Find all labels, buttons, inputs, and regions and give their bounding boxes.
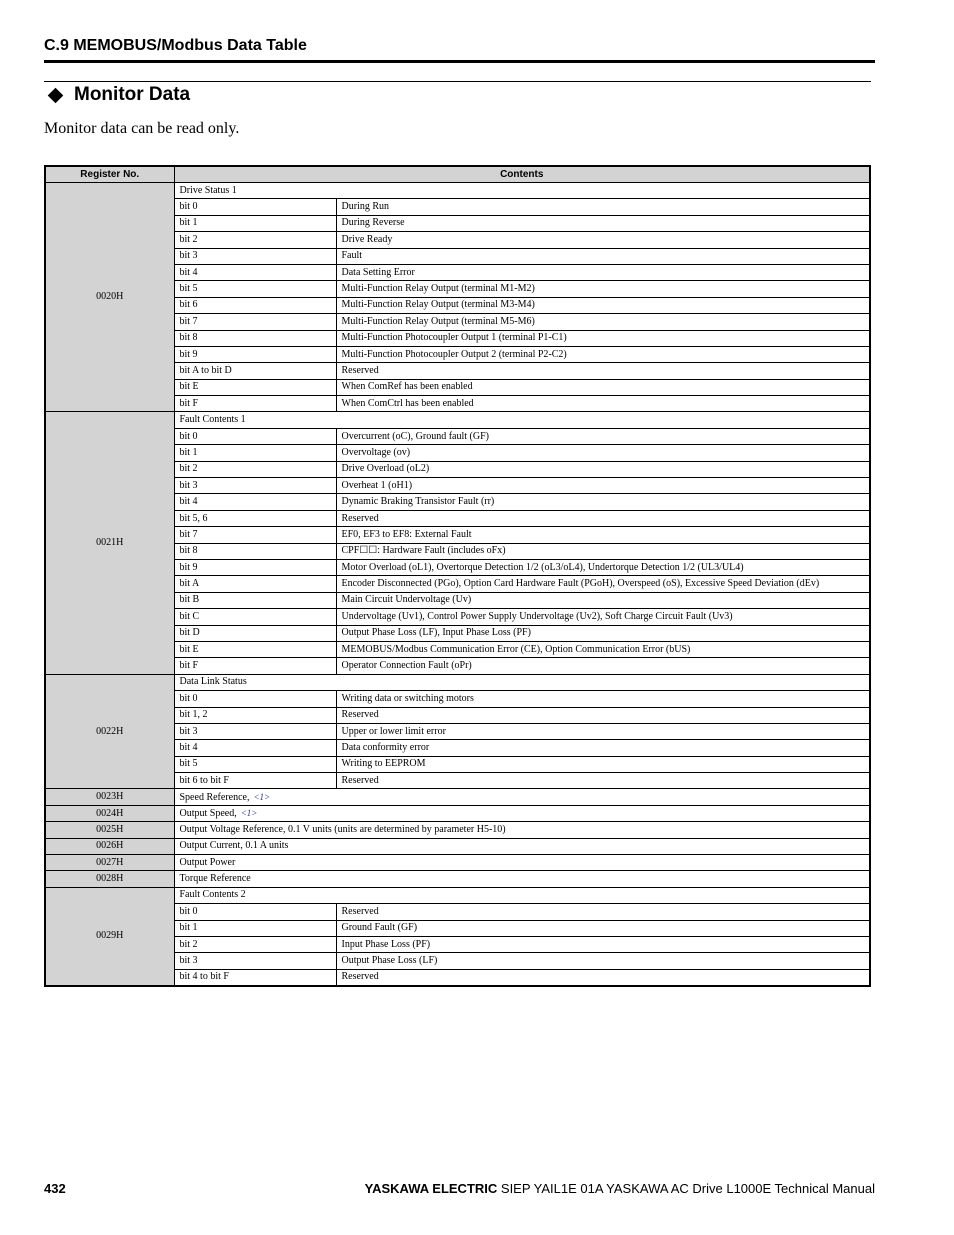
bit-description: Reserved <box>336 904 870 920</box>
register-number: 0022H <box>45 674 174 789</box>
bit-label: bit A to bit D <box>174 363 336 379</box>
bit-description: Reserved <box>336 363 870 379</box>
monitor-data-table <box>44 165 871 987</box>
page-title-text: Monitor Data <box>74 84 191 105</box>
bit-description: Overheat 1 (oH1) <box>336 478 870 494</box>
table-row <box>45 789 870 805</box>
bit-label: bit 1 <box>174 215 336 231</box>
footnote-link[interactable]: <1> <box>240 808 258 819</box>
bit-label: bit 5 <box>174 756 336 772</box>
bit-description: Operator Connection Fault (oPr) <box>336 658 870 674</box>
title-rule <box>44 81 871 82</box>
table-row <box>45 871 870 887</box>
register-contents <box>174 805 870 821</box>
col-header-contents: Contents <box>174 166 870 183</box>
table-header-row <box>45 166 870 183</box>
bit-description: Reserved <box>336 510 870 526</box>
table-row <box>45 183 870 199</box>
bit-label: bit A <box>174 576 336 592</box>
bit-description: During Run <box>336 199 870 215</box>
table-row <box>45 838 870 854</box>
bit-description: Overcurrent (oC), Ground fault (GF) <box>336 428 870 444</box>
bit-description: Multi-Function Relay Output (terminal M5-M6) <box>336 314 870 330</box>
register-contents <box>174 838 870 854</box>
register-contents <box>174 855 870 871</box>
bit-description: Multi-Function Photocoupler Output 2 (terminal P2-C2) <box>336 346 870 362</box>
bit-description: Encoder Disconnected (PGo), Option Card Hardware Fault (PGoH), Overspeed (oS), Excessive Speed Deviation (dEv) <box>336 576 870 592</box>
bit-label: bit F <box>174 396 336 412</box>
table-row <box>45 855 870 871</box>
bit-label: bit 3 <box>174 953 336 969</box>
bit-description: Writing to EEPROM <box>336 756 870 772</box>
bit-label: bit E <box>174 641 336 657</box>
bit-description: Main Circuit Undervoltage (Uv) <box>336 592 870 608</box>
register-number: 0027H <box>45 855 174 871</box>
bit-label: bit F <box>174 658 336 674</box>
bit-label: bit 2 <box>174 461 336 477</box>
bit-label: bit 2 <box>174 936 336 952</box>
register-number: 0026H <box>45 838 174 854</box>
register-contents-text: Torque Reference <box>179 873 251 885</box>
register-contents <box>174 822 870 838</box>
bit-label: bit 8 <box>174 543 336 559</box>
group-title: Fault Contents 1 <box>174 412 870 428</box>
bit-label: bit 6 to bit F <box>174 773 336 789</box>
bit-label: bit 0 <box>174 199 336 215</box>
bit-description: EF0, EF3 to EF8: External Fault <box>336 527 870 543</box>
table-row <box>45 412 870 428</box>
group-title: Drive Status 1 <box>174 183 870 199</box>
bit-label: bit 9 <box>174 559 336 575</box>
bit-label: bit 1 <box>174 920 336 936</box>
bit-label: bit 4 <box>174 740 336 756</box>
bit-description: Input Phase Loss (PF) <box>336 936 870 952</box>
bit-description: Reserved <box>336 707 870 723</box>
bit-description: Output Phase Loss (LF) <box>336 953 870 969</box>
bit-description: Fault <box>336 248 870 264</box>
bit-description: MEMOBUS/Modbus Communication Error (CE), Option Communication Error (bUS) <box>336 641 870 657</box>
diamond-bullet-icon <box>48 87 64 103</box>
register-contents-text: Output Voltage Reference, 0.1 V units (units are determined by parameter H5-10) <box>179 823 506 835</box>
bit-description: Motor Overload (oL1), Overtorque Detection 1/2 (oL3/oL4), Undertorque Detection 1/2 (UL3/UL4) <box>336 559 870 575</box>
bit-label: bit 5, 6 <box>174 510 336 526</box>
section-header: C.9 MEMOBUS/Modbus Data Table <box>44 37 307 54</box>
bit-description: Output Phase Loss (LF), Input Phase Loss (PF) <box>336 625 870 641</box>
register-contents-text: Output Current, 0.1 A units <box>179 840 289 852</box>
bit-description: Writing data or switching motors <box>336 691 870 707</box>
register-number: 0021H <box>45 412 174 674</box>
table-row <box>45 887 870 903</box>
bit-label: bit D <box>174 625 336 641</box>
register-contents-text: Speed Reference, <box>179 791 250 803</box>
register-contents <box>174 871 870 887</box>
page-number: 432 <box>44 1181 66 1196</box>
bit-label: bit 8 <box>174 330 336 346</box>
bit-description: Upper or lower limit error <box>336 723 870 739</box>
footnote-link[interactable]: <1> <box>253 791 271 802</box>
bit-label: bit 0 <box>174 904 336 920</box>
bit-description: Reserved <box>336 969 870 986</box>
register-number: 0029H <box>45 887 174 986</box>
table-row <box>45 822 870 838</box>
bit-description: Ground Fault (GF) <box>336 920 870 936</box>
bit-description: Undervoltage (Uv1), Control Power Supply Undervoltage (Uv2), Soft Charge Circuit Fault (Uv3) <box>336 609 870 625</box>
bit-description: Dynamic Braking Transistor Fault (rr) <box>336 494 870 510</box>
bit-description: When ComCtrl has been enabled <box>336 396 870 412</box>
header-rule <box>44 60 875 63</box>
bit-label: bit 0 <box>174 691 336 707</box>
register-number: 0024H <box>45 805 174 821</box>
bit-description: Multi-Function Relay Output (terminal M3-M4) <box>336 297 870 313</box>
register-number: 0028H <box>45 871 174 887</box>
bit-description: Multi-Function Relay Output (terminal M1-M2) <box>336 281 870 297</box>
bit-label: bit 4 to bit F <box>174 969 336 986</box>
bit-label: bit 3 <box>174 478 336 494</box>
table-row <box>45 805 870 821</box>
bit-label: bit 6 <box>174 297 336 313</box>
bit-label: bit 4 <box>174 494 336 510</box>
bit-label: bit 4 <box>174 264 336 280</box>
bit-description: Multi-Function Photocoupler Output 1 (terminal P1-C1) <box>336 330 870 346</box>
bit-label: bit E <box>174 379 336 395</box>
footer-manual-title <box>365 1181 875 1196</box>
register-contents-text: Output Speed, <box>179 808 237 820</box>
group-title: Data Link Status <box>174 674 870 690</box>
bit-label: bit 7 <box>174 527 336 543</box>
register-contents-text: Output Power <box>179 856 236 868</box>
bit-label: bit 9 <box>174 346 336 362</box>
col-header-register: Register No. <box>45 166 174 183</box>
page-title <box>48 84 190 106</box>
bit-description: Reserved <box>336 773 870 789</box>
bit-label: bit 2 <box>174 232 336 248</box>
register-number: 0020H <box>45 183 174 412</box>
bit-label: bit 1 <box>174 445 336 461</box>
bit-description: Drive Overload (oL2) <box>336 461 870 477</box>
table-row <box>45 674 870 690</box>
bit-label: bit 7 <box>174 314 336 330</box>
footer-manual-name: SIEP YAIL1E 01A YASKAWA AC Drive L1000E Technical Manual <box>497 1181 875 1196</box>
bit-description: When ComRef has been enabled <box>336 379 870 395</box>
bit-description: Drive Ready <box>336 232 870 248</box>
bit-description: During Reverse <box>336 215 870 231</box>
bit-description: Data Setting Error <box>336 264 870 280</box>
group-title: Fault Contents 2 <box>174 887 870 903</box>
bit-description: Data conformity error <box>336 740 870 756</box>
bit-description: CPF☐☐: Hardware Fault (includes oFx) <box>336 543 870 559</box>
footer-brand: YASKAWA ELECTRIC <box>364 1181 498 1196</box>
bit-description: Overvoltage (ov) <box>336 445 870 461</box>
bit-label: bit 1, 2 <box>174 707 336 723</box>
register-number: 0023H <box>45 789 174 805</box>
bit-label: bit 0 <box>174 428 336 444</box>
bit-label: bit C <box>174 609 336 625</box>
register-contents <box>174 789 870 805</box>
register-number: 0025H <box>45 822 174 838</box>
bit-label: bit B <box>174 592 336 608</box>
bit-label: bit 5 <box>174 281 336 297</box>
bit-label: bit 3 <box>174 248 336 264</box>
bit-label: bit 3 <box>174 723 336 739</box>
intro-text: Monitor data can be read only. <box>44 120 240 137</box>
